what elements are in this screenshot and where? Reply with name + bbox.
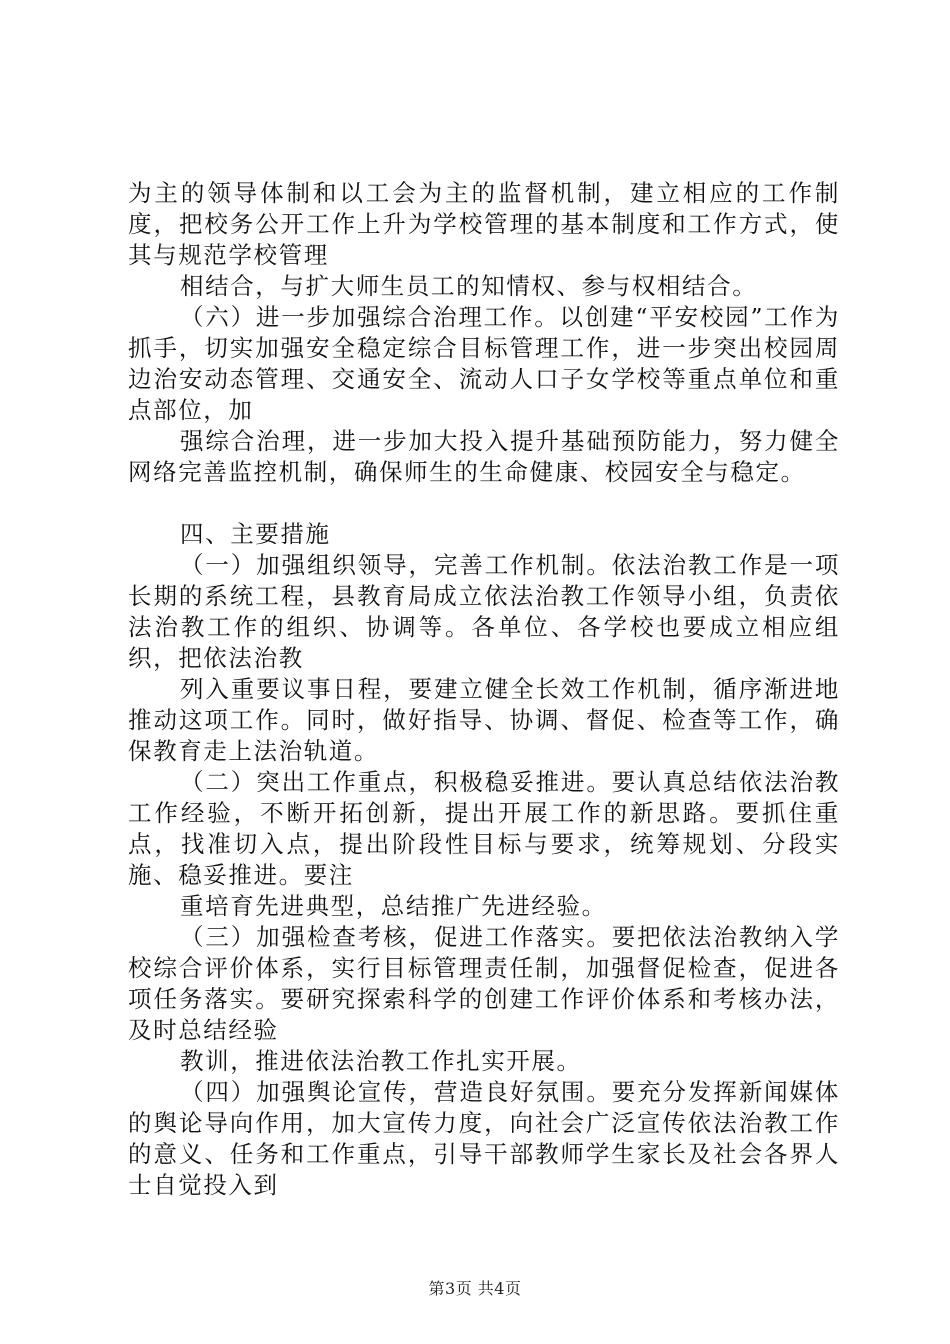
paragraph-measure-3-cont: 教训，推进依法治教工作扎实开展。 — [180, 1047, 582, 1075]
paragraph-measure-2: （二）突出工作重点，积极稳妥推进。要认真总结依法治教工作经验，不断开拓创新，提出开展工作的新思路。要抓住重点，找准切入点，提出阶段性目标与要求，统筹规划、分段实施、稳妥推进。要注 — [128, 768, 840, 889]
paragraph-continuation-2: 相结合，与扩大师生员工的知情权、参与权相结合。 — [180, 272, 758, 300]
section-heading: 四、主要措施 — [180, 520, 331, 548]
paragraph-item-6-cont: 强综合治理，进一步加大投入提升基础预防能力，努力健全网络完善监控机制，确保师生的生命健康、校园安全与稳定。 — [128, 427, 840, 486]
paragraph-measure-2-cont: 重培育先进典型，总结推广先进经验。 — [180, 892, 607, 920]
page-footer: 第3页 共4页 — [428, 1279, 522, 1298]
paragraph-measure-1: （一）加强组织领导，完善工作机制。依法治教工作是一项长期的系统工程，县教育局成立依法治教工作领导小组，负责依法治教工作的组织、协调等。各单位、各学校也要成立相应组织，把依法治教 — [128, 551, 840, 672]
paragraph-item-6: （六）进一步加强综合治理工作。以创建“平安校园”工作为抓手，切实加强安全稳定综合目标管理工作，进一步突出校园周边治安动态管理、交通安全、流动人口子女学校等重点单位和重点部位，加 — [128, 303, 840, 424]
paragraph-measure-3: （三）加强检查考核，促进工作落实。要把依法治教纳入学校综合评价体系，实行目标管理责任制，加强督促检查，促进各项任务落实。要研究探索科学的创建工作评价体系和考核办法，及时总结经验 — [128, 923, 840, 1044]
paragraph-measure-4: （四）加强舆论宣传，营造良好氛围。要充分发挥新闻媒体的舆论导向作用，加大宣传力度，向社会广泛宣传依法治教工作的意义、任务和工作重点，引导干部教师学生家长及社会各界人士自觉投入到 — [128, 1078, 840, 1199]
paragraph-measure-1-cont: 列入重要议事日程，要建立健全长效工作机制，循序渐进地推动这项工作。同时，做好指导、协调、督促、检查等工作，确保教育走上法治轨道。 — [128, 675, 840, 765]
paragraph-continuation-1: 为主的领导体制和以工会为主的监督机制，建立相应的工作制度，把校务公开工作上升为学校管理的基本制度和工作方式，使其与规范学校管理 — [128, 179, 840, 269]
document-body — [128, 178, 840, 1201]
